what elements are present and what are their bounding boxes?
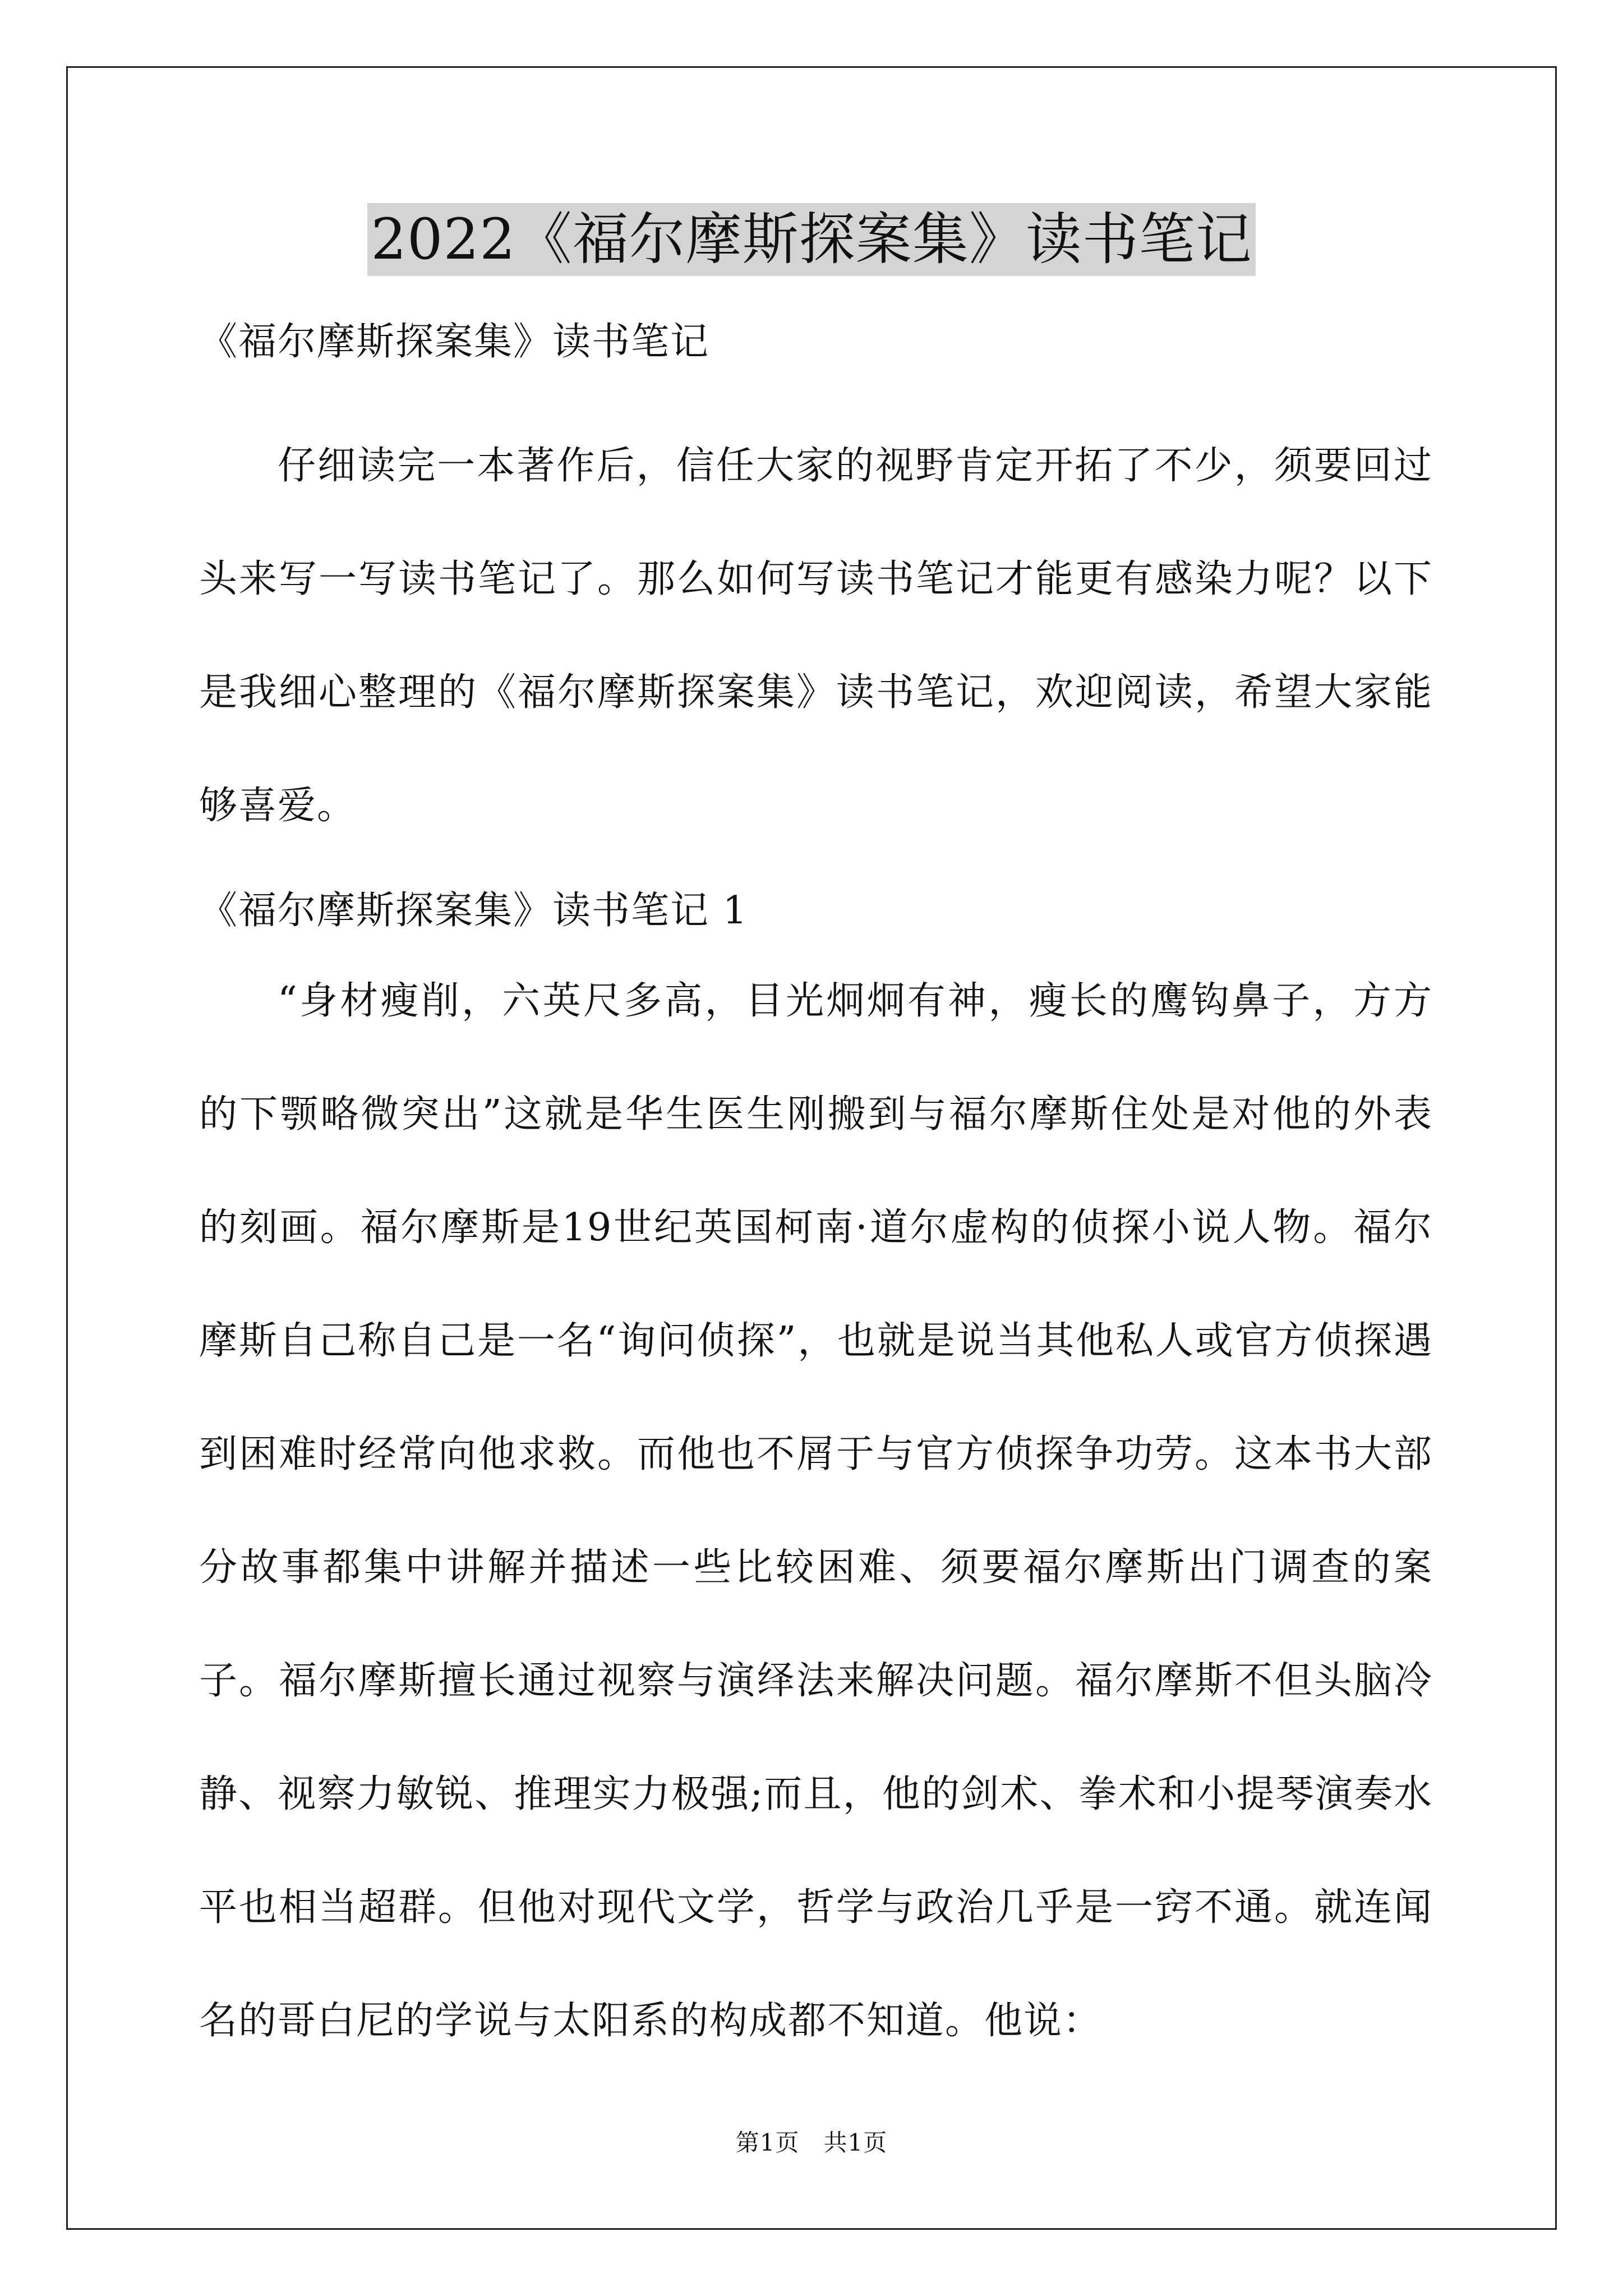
document-title: 2022《福尔摩斯探案集》读书笔记 [367,203,1256,276]
document-subtitle: 《福尔摩斯探案集》读书笔记 [199,320,710,364]
section-heading: 《福尔摩斯探案集》读书笔记 1 [199,889,748,933]
title-container [0,203,1623,276]
document-body [199,314,1433,2078]
page-number-footer: 第1页 共1页 [735,2129,888,2156]
intro-paragraph: 仔细读完一本著作后，信任大家的视野肯定开拓了不少，须要回过头来写一写读书笔记了。那么如何写读书笔记才能更有感染力呢？以下是我细心整理的《福尔摩斯探案集》读书笔记，欢迎阅读，希望大家能够喜爱。 [199,444,1433,828]
body-paragraph: “身材瘦削，六英尺多高，目光炯炯有神，瘦长的鹰钩鼻子，方方的下颚略微突出”这就是华生医生刚搬到与福尔摩斯住处是对他的外表的刻画。福尔摩斯是19世纪英国柯南·道尔虚构的侦探小说人物。福尔摩斯自己称自己是一名“询问侦探”，也就是说当其他私人或官方侦探遇到困难时经常向他求救。而他也不屑于与官方侦探争功劳。这本书大部分故事都集中讲解并描述一些比较困难、须要福尔摩斯出门调查的案子。福尔摩斯擅长通过视察与演绎法来解决问题。福尔摩斯不但头脑冷静、视察力敏锐、推理实力极强;而且，他的剑术、拳术和小提琴演奏水平也相当超群。但他对现代文学，哲学与政治几乎是一窍不通。就连闻名的哥白尼的学说与太阳系的构成都不知道。他说： [199,979,1433,2043]
